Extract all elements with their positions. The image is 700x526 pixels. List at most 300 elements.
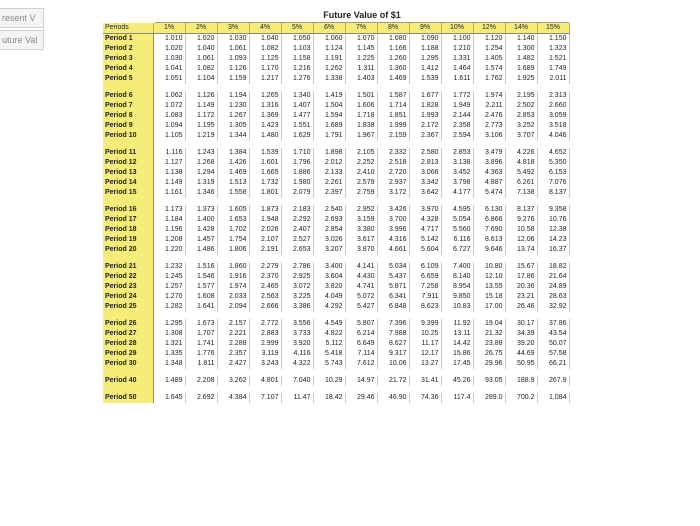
table-cell: 4.661 [377, 245, 409, 255]
table-cell: 267.9 [537, 376, 569, 386]
table-cell: 2.357 [217, 349, 249, 359]
table-cell: 2.026 [249, 225, 281, 235]
table-cell: 1.041 [153, 64, 185, 74]
table-cell: 1.104 [185, 74, 217, 84]
table-cell: 1.210 [441, 44, 473, 54]
table-cell: 17.86 [505, 272, 537, 282]
table-cell: 17.00 [473, 302, 505, 312]
table-cell: 24.89 [537, 282, 569, 292]
table-cell: 3.252 [505, 121, 537, 131]
table-cell: 26.75 [473, 349, 505, 359]
table-cell: 3.707 [505, 131, 537, 141]
table-row [103, 272, 569, 282]
table-cell: 2.720 [377, 168, 409, 178]
table-cell: 8.613 [473, 235, 505, 245]
table-cell: 1.184 [153, 215, 185, 225]
table-cell: 4.328 [409, 215, 441, 225]
spacer-cell [103, 312, 153, 319]
table-cell: 1.305 [217, 121, 249, 131]
table-cell: 5.054 [441, 215, 473, 225]
table-cell: 1.225 [345, 54, 377, 64]
table-cell: 3.119 [249, 349, 281, 359]
table-cell: 1.457 [185, 235, 217, 245]
table-cell: 1.105 [153, 131, 185, 141]
table-cell: 188.9 [505, 376, 537, 386]
table-row [103, 44, 569, 54]
header-rate: 8% [377, 23, 409, 34]
table-cell: 1.710 [281, 148, 313, 158]
table-cell: 7.258 [409, 282, 441, 292]
table-cell: 1.188 [409, 44, 441, 54]
table-cell: 2.288 [217, 339, 249, 349]
table-cell: 6.341 [377, 292, 409, 302]
table-cell: 6.130 [473, 205, 505, 215]
table-cell: 1.149 [185, 101, 217, 111]
table-cell: 2.883 [249, 329, 281, 339]
table-cell: 9.850 [441, 292, 473, 302]
spacer-cell [103, 255, 153, 262]
table-cell: 1.060 [313, 34, 345, 45]
table-cell: 1.294 [185, 168, 217, 178]
table-cell: 1.338 [313, 74, 345, 84]
table-cell: 2.261 [313, 178, 345, 188]
spacer-cell [153, 141, 569, 148]
table-cell: 14.23 [537, 235, 569, 245]
table-cell: 4.363 [473, 168, 505, 178]
header-rate: 15% [537, 23, 569, 34]
table-cell: 1.772 [441, 91, 473, 101]
table-cell: 1.419 [313, 91, 345, 101]
row-label: Period 14 [103, 178, 153, 188]
table-cell: 3.996 [377, 225, 409, 235]
table-cell: 1.405 [473, 54, 505, 64]
table-cell: 1.262 [313, 64, 345, 74]
table-cell: 2.540 [313, 205, 345, 215]
table-cell: 4.046 [537, 131, 569, 141]
table-cell: 289.0 [473, 393, 505, 403]
table-cell: 3.700 [377, 215, 409, 225]
table-cell: 2.208 [185, 376, 217, 386]
table-cell: 1.020 [185, 34, 217, 45]
table-cell: 1.469 [377, 74, 409, 84]
table-cell: 1.480 [249, 131, 281, 141]
table-cell: 1.126 [217, 64, 249, 74]
table-cell: 1.749 [537, 64, 569, 74]
table-cell: 3.138 [441, 158, 473, 168]
table-cell: 2.079 [281, 188, 313, 198]
sheet-tab-future-value[interactable]: uture Val [0, 30, 44, 50]
row-label: Period 3 [103, 54, 153, 64]
table-cell: 7.114 [345, 349, 377, 359]
table-cell: 2.211 [473, 101, 505, 111]
table-cell: 31.41 [409, 376, 441, 386]
table-cell: 37.86 [537, 319, 569, 329]
table-cell: 1.103 [281, 44, 313, 54]
table-cell: 2.183 [281, 205, 313, 215]
table-cell: 3.604 [313, 272, 345, 282]
table-cell: 5.560 [441, 225, 473, 235]
table-cell: 1.513 [217, 178, 249, 188]
table-row [103, 359, 569, 369]
table-cell: 4.430 [345, 272, 377, 282]
spacer-cell [153, 84, 569, 91]
table-cell: 2.692 [185, 393, 217, 403]
header-rate: 10% [441, 23, 473, 34]
table-cell: 1.629 [281, 131, 313, 141]
table-cell: 1.172 [185, 111, 217, 121]
table-cell: 8.137 [505, 205, 537, 215]
table-cell: 18.82 [537, 262, 569, 272]
table-cell: 1.217 [249, 74, 281, 84]
table-cell: 6.116 [441, 235, 473, 245]
table-cell: 43.54 [537, 329, 569, 339]
table-cell: 1.689 [313, 121, 345, 131]
table-cell: 1.360 [377, 64, 409, 74]
table-cell: 1.373 [185, 205, 217, 215]
table-cell: 1.170 [249, 64, 281, 74]
table-cell: 1.145 [345, 44, 377, 54]
table-cell: 7.396 [377, 319, 409, 329]
table-cell: 2.853 [441, 148, 473, 158]
table-cell: 1.486 [185, 245, 217, 255]
row-label: Period 9 [103, 121, 153, 131]
table-cell: 1.384 [217, 148, 249, 158]
table-cell: 1.516 [185, 262, 217, 272]
table-cell: 1.208 [153, 235, 185, 245]
table-cell: 5.743 [313, 359, 345, 369]
table-cell: 2.937 [377, 178, 409, 188]
table-row [103, 245, 569, 255]
table-cell: 3.243 [249, 359, 281, 369]
row-label: Period 30 [103, 359, 153, 369]
table-cell: 46.90 [377, 393, 409, 403]
table-cell: 1.811 [185, 359, 217, 369]
table-cell: 1.477 [281, 111, 313, 121]
table-cell: 2.813 [409, 158, 441, 168]
table-row [103, 158, 569, 168]
table-cell: 50.07 [537, 339, 569, 349]
table-cell: 2.465 [249, 282, 281, 292]
row-label: Period 20 [103, 245, 153, 255]
table-cell: 1.501 [345, 91, 377, 101]
row-label: Period 12 [103, 158, 153, 168]
table-cell: 5.072 [345, 292, 377, 302]
table-cell: 1.051 [153, 74, 185, 84]
table-cell: 2.252 [345, 158, 377, 168]
table-cell: 3.172 [377, 188, 409, 198]
table-cell: 1.428 [185, 225, 217, 235]
table-cell: 2.527 [281, 235, 313, 245]
table-cell: 1.714 [377, 101, 409, 111]
table-cell: 1.150 [537, 34, 569, 45]
table-cell: 1.072 [153, 101, 185, 111]
table-cell: 21.64 [537, 272, 569, 282]
table-cell: 7.400 [441, 262, 473, 272]
table-cell: 1.194 [217, 91, 249, 101]
table-title: Future Value of $1 [155, 8, 569, 23]
table-cell: 1.801 [249, 188, 281, 198]
table-cell: 1.220 [153, 245, 185, 255]
table-cell: 1.762 [473, 74, 505, 84]
table-cell: 4.822 [313, 329, 345, 339]
table-cell: 1.504 [313, 101, 345, 111]
future-value-table [103, 8, 569, 403]
row-label: Period 11 [103, 148, 153, 158]
table-cell: 2.105 [345, 148, 377, 158]
row-label: Period 7 [103, 101, 153, 111]
table-cell: 1.886 [281, 168, 313, 178]
table-cell: 1.030 [217, 34, 249, 45]
table-cell: 1.974 [473, 91, 505, 101]
table-cell: 3.642 [409, 188, 441, 198]
table-cell: 1.776 [185, 349, 217, 359]
table-cell: 7.107 [249, 393, 281, 403]
table-cell: 4.316 [377, 235, 409, 245]
table-cell: 1.469 [217, 168, 249, 178]
table-cell: 1.718 [345, 111, 377, 121]
table-row [103, 205, 569, 215]
row-label: Period 16 [103, 205, 153, 215]
table-row [103, 34, 569, 45]
table-cell: 66.21 [537, 359, 569, 369]
table-cell: 2.094 [217, 302, 249, 312]
table-cell: 1.653 [217, 215, 249, 225]
table-cell: 21.72 [377, 376, 409, 386]
row-label: Period 50 [103, 393, 153, 403]
table-cell: 1.925 [505, 74, 537, 84]
table-cell: 1.335 [153, 349, 185, 359]
table-cell: 2.773 [473, 121, 505, 131]
table-row [103, 282, 569, 292]
table-cell: 2.580 [409, 148, 441, 158]
row-label: Period 10 [103, 131, 153, 141]
table-cell: 12.38 [537, 225, 569, 235]
table-cell: 1.974 [217, 282, 249, 292]
table-cell: 1.539 [249, 148, 281, 158]
row-label: Period 8 [103, 111, 153, 121]
table-cell: 1.412 [409, 64, 441, 74]
header-periods: Periods [103, 23, 153, 34]
table-cell: 1.348 [153, 359, 185, 369]
table-cell: 1.030 [153, 54, 185, 64]
table-cell: 15.86 [441, 349, 473, 359]
table-cell: 4.177 [441, 188, 473, 198]
table-cell: 1.232 [153, 262, 185, 272]
table-cell: 1.605 [217, 205, 249, 215]
table-cell: 1.407 [281, 101, 313, 111]
table-cell: 2.476 [473, 111, 505, 121]
table-cell: 1.323 [537, 44, 569, 54]
table-cell: 5.807 [345, 319, 377, 329]
row-label: Period 40 [103, 376, 153, 386]
table-cell: 2.563 [249, 292, 281, 302]
table-cell: 44.69 [505, 349, 537, 359]
table-cell: 2.367 [409, 131, 441, 141]
header-rate: 3% [217, 23, 249, 34]
fv-table [103, 23, 570, 403]
table-cell: 7.690 [473, 225, 505, 235]
table-row [103, 74, 569, 84]
table-row [103, 329, 569, 339]
table-cell: 3.106 [473, 131, 505, 141]
row-label: Period 28 [103, 339, 153, 349]
table-row [103, 91, 569, 101]
table-cell: 4.887 [473, 178, 505, 188]
table-cell: 1.539 [409, 74, 441, 84]
table-cell: 1.040 [185, 44, 217, 54]
table-row [103, 121, 569, 131]
table-cell: 2.410 [345, 168, 377, 178]
table-cell: 1.608 [185, 292, 217, 302]
table-cell: 30.17 [505, 319, 537, 329]
table-cell: 2.772 [249, 319, 281, 329]
table-cell: 12.10 [473, 272, 505, 282]
table-cell: 1.677 [409, 91, 441, 101]
table-cell: 3.342 [409, 178, 441, 188]
group-spacer [103, 198, 569, 205]
table-cell: 1.673 [185, 319, 217, 329]
table-cell: 5.142 [409, 235, 441, 245]
table-cell: 2.407 [281, 225, 313, 235]
table-cell: 1.166 [377, 44, 409, 54]
table-row [103, 262, 569, 272]
table-cell: 1.245 [153, 272, 185, 282]
table-cell: 4.818 [505, 158, 537, 168]
table-cell: 21.32 [473, 329, 505, 339]
table-cell: 1.260 [377, 54, 409, 64]
table-row [103, 131, 569, 141]
table-cell: 13.27 [409, 359, 441, 369]
table-row [103, 376, 569, 386]
table-cell: 1.268 [185, 158, 217, 168]
table-cell: 2.518 [377, 158, 409, 168]
row-label: Period 26 [103, 319, 153, 329]
table-cell: 8.137 [537, 188, 569, 198]
row-label: Period 19 [103, 235, 153, 245]
table-cell: 6.109 [409, 262, 441, 272]
table-cell: 20.36 [505, 282, 537, 292]
table-cell: 1.295 [409, 54, 441, 64]
table-cell: 2.427 [217, 359, 249, 369]
group-spacer [103, 84, 569, 91]
group-spacer [103, 369, 569, 376]
table-cell: 8.140 [441, 272, 473, 282]
table-cell: 1.796 [281, 158, 313, 168]
table-cell: 1.020 [153, 44, 185, 54]
table-cell: 1.587 [377, 91, 409, 101]
table-cell: 1.195 [185, 121, 217, 131]
table-cell: 11.92 [441, 319, 473, 329]
table-cell: 1.340 [281, 91, 313, 101]
table-cell: 4.226 [505, 148, 537, 158]
table-row [103, 349, 569, 359]
table-cell: 11.47 [281, 393, 313, 403]
table-cell: 1.276 [281, 74, 313, 84]
table-cell: 2.292 [281, 215, 313, 225]
table-cell: 2.279 [249, 262, 281, 272]
table-cell: 1.551 [281, 121, 313, 131]
table-row [103, 215, 569, 225]
table-row [103, 101, 569, 111]
table-cell: 7.076 [537, 178, 569, 188]
spacer-cell [153, 386, 569, 393]
table-cell: 2.012 [313, 158, 345, 168]
table-cell: 3.066 [409, 168, 441, 178]
table-cell: 1.149 [153, 178, 185, 188]
table-cell: 1.159 [217, 74, 249, 84]
table-cell: 1.464 [441, 64, 473, 74]
table-cell: 1.754 [217, 235, 249, 245]
table-cell: 32.92 [537, 302, 569, 312]
header-rate: 7% [345, 23, 377, 34]
table-cell: 10.06 [377, 359, 409, 369]
table-cell: 1.124 [313, 44, 345, 54]
table-cell: 1.558 [217, 188, 249, 198]
table-cell: 3.426 [377, 205, 409, 215]
table-cell: 2.157 [217, 319, 249, 329]
table-cell: 6.659 [409, 272, 441, 282]
table-cell: 29.46 [345, 393, 377, 403]
table-cell: 3.262 [217, 376, 249, 386]
spacer-cell [103, 386, 153, 393]
table-cell: 10.29 [313, 376, 345, 386]
table-cell: 2.594 [441, 131, 473, 141]
table-cell: 2.759 [345, 188, 377, 198]
table-cell: 9.399 [409, 319, 441, 329]
table-cell: 4.322 [281, 359, 313, 369]
table-cell: 2.854 [313, 225, 345, 235]
table-cell: 9.276 [505, 215, 537, 225]
row-label: Period 23 [103, 282, 153, 292]
sheet-tab-present-value[interactable]: resent V [0, 8, 44, 28]
table-cell: 93.05 [473, 376, 505, 386]
header-rate: 6% [313, 23, 345, 34]
table-cell: 1.050 [281, 34, 313, 45]
group-spacer [103, 255, 569, 262]
table-cell: 5.871 [377, 282, 409, 292]
table-cell: 2.666 [249, 302, 281, 312]
row-label: Period 2 [103, 44, 153, 54]
table-cell: 1.898 [313, 148, 345, 158]
table-cell: 1.999 [377, 121, 409, 131]
table-row [103, 292, 569, 302]
table-row [103, 168, 569, 178]
table-cell: 8.627 [377, 339, 409, 349]
table-cell: 1.070 [345, 34, 377, 45]
table-cell: 2.925 [281, 272, 313, 282]
table-cell: 1.230 [217, 101, 249, 111]
table-cell: 1.702 [217, 225, 249, 235]
table-cell: 1.090 [409, 34, 441, 45]
table-cell: 3.207 [313, 245, 345, 255]
table-cell: 1.138 [153, 168, 185, 178]
table-cell: 1.295 [153, 319, 185, 329]
table-cell: 5.034 [377, 262, 409, 272]
table-cell: 1.611 [441, 74, 473, 84]
table-cell: 15.67 [505, 262, 537, 272]
table-row [103, 393, 569, 403]
table-cell: 1.267 [217, 111, 249, 121]
row-label: Period 5 [103, 74, 153, 84]
table-cell: 1.191 [313, 54, 345, 64]
table-cell: 5.604 [409, 245, 441, 255]
table-cell: 5.437 [377, 272, 409, 282]
table-cell: 1.601 [249, 158, 281, 168]
table-row [103, 111, 569, 121]
table-cell: 15.18 [473, 292, 505, 302]
table-cell: 9.317 [377, 349, 409, 359]
table-cell: 23.88 [473, 339, 505, 349]
